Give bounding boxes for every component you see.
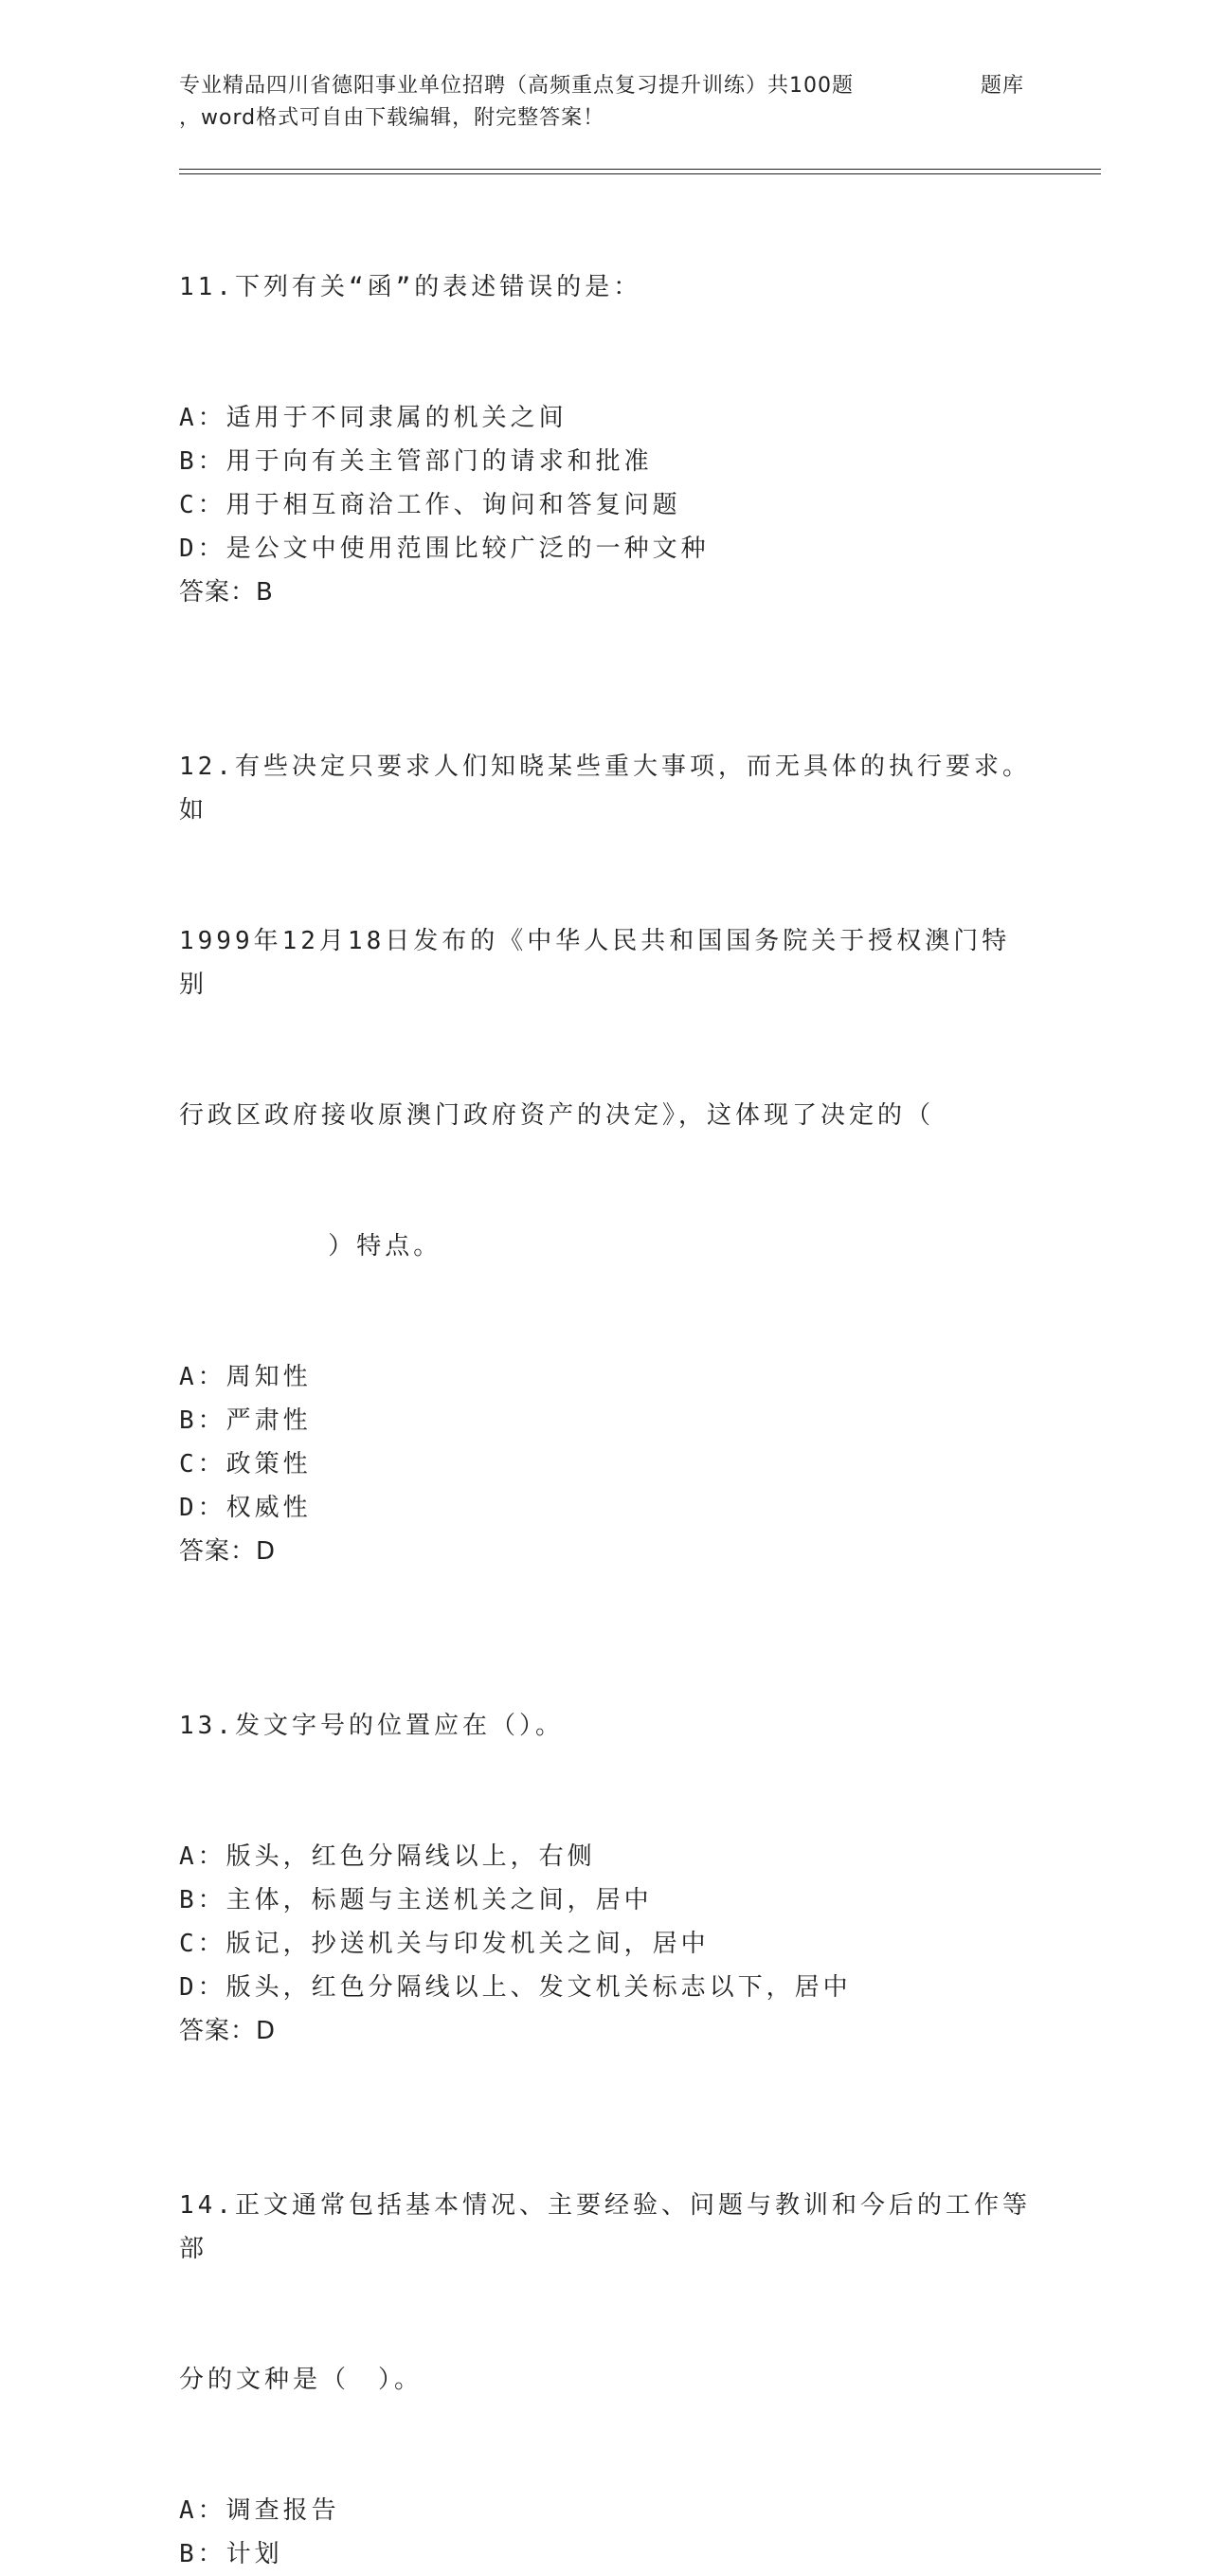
question-stem [179,2096,1032,2489]
answer-line: 答案：D [179,2017,277,2045]
question-stem [179,658,1032,1355]
option-b: B：计划 [179,2540,283,2568]
option-b: B：严肃性 [179,1406,312,1435]
option-a: A：适用于不同隶属的机关之间 [179,404,568,432]
answer-line: 答案：D [179,1537,277,1566]
stem-line: 1999年12月18日发布的《中华人民共和国国务院关于授权澳门特别 [179,927,1011,999]
option-b: B：主体，标题与主送机关之间，居中 [179,1886,653,1914]
option-a: A：周知性 [179,1363,312,1391]
question-12 [179,658,1032,1573]
header-divider-bottom [179,173,1101,174]
stem-line: ）特点。 [179,1232,442,1261]
document-title: 专业精品四川省德阳事业单位招聘（高频重点复习提升训练）共100题 [179,74,854,98]
header-line-1 [179,70,1032,102]
option-a: A：调查报告 [179,2496,340,2525]
header-subtitle: ，word格式可自由下载编辑，附完整答案！ [179,106,605,130]
question-stem [179,178,1032,396]
option-a: A：版头，红色分隔线以上，右侧 [179,1842,596,1871]
option-d: D：是公文中使用范围比较广泛的一种文种 [179,535,710,563]
option-b: B：用于向有关主管部门的请求和批准 [179,447,653,476]
page-header [179,70,1032,135]
header-divider-top [179,169,1101,170]
option-c: C：用于相互商洽工作、询问和答复问题 [179,491,681,519]
question-14 [179,2096,1032,2576]
stem-line: 分的文种是（ ）。 [179,2366,424,2394]
answer-line: 答案：B [179,578,274,607]
stem-line: 行政区政府接收原澳门政府资产的决定》，这体现了决定的（ [179,1101,935,1130]
option-c: C：版记，抄送机关与印发机关之间，居中 [179,1930,710,1958]
option-d: D：权威性 [179,1494,312,1522]
option-d: D：版头，红色分隔线以上、发文机关标志以下，居中 [179,1973,852,2002]
question-list [179,178,1032,2576]
stem-line: 13.发文字号的位置应在（）。 [179,1712,564,1740]
question-stem [179,1617,1032,1835]
stem-line: 11.下列有关“函”的表述错误的是： [179,273,642,301]
stem-line: 12.有些决定只要求人们知晓某些重大事项，而无具体的执行要求。如 [179,753,1031,825]
question-11 [179,178,1032,614]
question-13 [179,1617,1032,2053]
option-c: C：政策性 [179,1450,312,1478]
header-tag: 题库 [981,74,1025,98]
stem-line: 14.正文通常包括基本情况、主要经验、问题与教训和今后的工作等部 [179,2191,1031,2263]
